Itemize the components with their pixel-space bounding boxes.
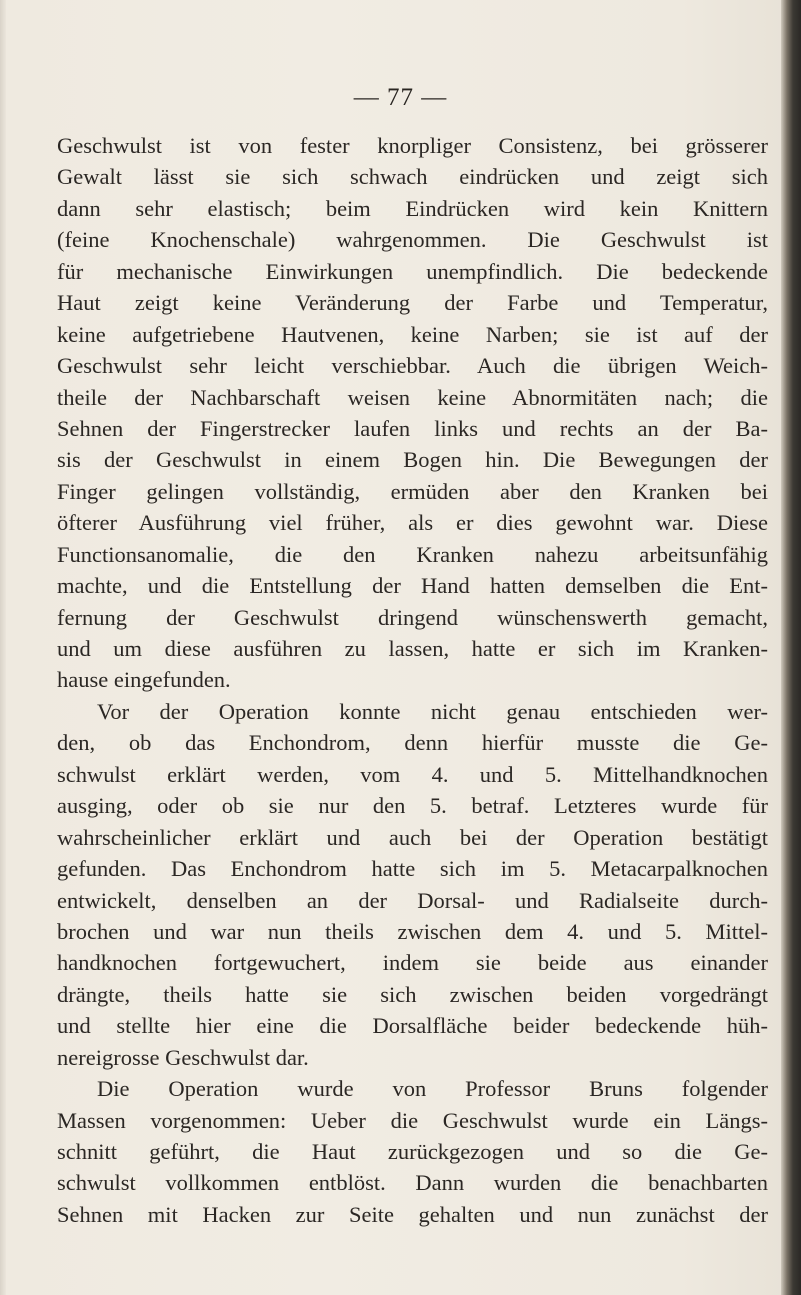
- text-line: (feine Knochenschale) wahrgenommen. Die Geschwulst ist: [57, 227, 768, 253]
- text-line: machte, und die Entstellung der Hand hatten demselben die Ent-: [57, 573, 768, 599]
- text-line: Massen vorgenommen: Ueber die Geschwulst wurde ein Längs-: [57, 1107, 768, 1133]
- text-line: nereigrosse Geschwulst dar.: [57, 1044, 309, 1070]
- text-line: fernung der Geschwulst dringend wünschenswerth gemacht,: [57, 604, 768, 630]
- text-line: brochen und war nun theils zwischen dem 4. und 5. Mittel-: [57, 918, 768, 944]
- text-line: entwickelt, denselben an der Dorsal- und Radialseite durch-: [57, 887, 768, 913]
- text-line: öfterer Ausführung viel früher, als er dies gewohnt war. Diese: [57, 510, 768, 536]
- text-line: sis der Geschwulst in einem Bogen hin. Die Bewegungen der: [57, 447, 768, 473]
- text-line: und stellte hier eine die Dorsalfläche beider bedeckende hüh-: [57, 1013, 768, 1039]
- text-line: drängte, theils hatte sie sich zwischen beiden vorgedrängt: [57, 981, 768, 1007]
- text-line: keine aufgetriebene Hautvenen, keine Narben; sie ist auf der: [57, 321, 768, 347]
- page-number: — 77 —: [353, 84, 448, 111]
- book-spine-edge: [781, 0, 801, 1295]
- text-line: Vor der Operation konnte nicht genau entschieden wer-: [97, 698, 768, 724]
- page-left-edge: [0, 0, 6, 1295]
- text-line: gefunden. Das Enchondrom hatte sich im 5. Metacarpalknochen: [57, 856, 768, 882]
- text-line: dann sehr elastisch; beim Eindrücken wird kein Knittern: [57, 195, 768, 221]
- text-line: schwulst vollkommen entblöst. Dann wurden die benachbarten: [57, 1170, 768, 1196]
- text-line: schnitt geführt, die Haut zurückgezogen und so die Ge-: [57, 1139, 768, 1164]
- text-line: Geschwulst sehr leicht verschiebbar. Auch die übrigen Weich-: [57, 353, 768, 379]
- text-line: den, ob das Enchondrom, denn hierfür musste die Ge-: [57, 730, 768, 756]
- text-line: Sehnen der Fingerstrecker laufen links und rechts an der Ba-: [57, 415, 768, 441]
- text-line: schwulst erklärt werden, vom 4. und 5. Mittelhandknochen: [57, 761, 768, 787]
- text-line: wahrscheinlicher erklärt und auch bei der Operation bestätigt: [57, 824, 768, 850]
- text-line: Finger gelingen vollständig, ermüden aber den Kranken bei: [57, 478, 768, 504]
- text-line: Haut zeigt keine Veränderung der Farbe und Temperatur,: [57, 290, 768, 316]
- text-line: theile der Nachbarschaft weisen keine Abnormitäten nach; die: [57, 384, 768, 410]
- text-line: Functionsanomalie, die den Kranken nahezu arbeitsunfähig: [57, 541, 768, 567]
- text-line: für mechanische Einwirkungen unempfindlich. Die bedeckende: [57, 258, 768, 284]
- text-line: Sehnen mit Hacken zur Seite gehalten und nun zunächst der: [57, 1201, 768, 1227]
- text-line: ausging, oder ob sie nur den 5. betraf. Letzteres wurde für: [57, 793, 768, 819]
- body-text: [57, 130, 768, 1230]
- text-line: Die Operation wurde von Professor Bruns folgender: [97, 1076, 768, 1102]
- text-line: Geschwulst ist von fester knorpliger Consistenz, bei grösserer: [57, 133, 768, 158]
- text-line: und um diese ausführen zu lassen, hatte er sich im Kranken-: [57, 636, 768, 661]
- text-line: handknochen fortgewuchert, indem sie beide aus einander: [57, 950, 768, 976]
- text-line: Gewalt lässt sie sich schwach eindrücken und zeigt sich: [57, 164, 768, 190]
- text-line: hause eingefunden.: [57, 667, 231, 693]
